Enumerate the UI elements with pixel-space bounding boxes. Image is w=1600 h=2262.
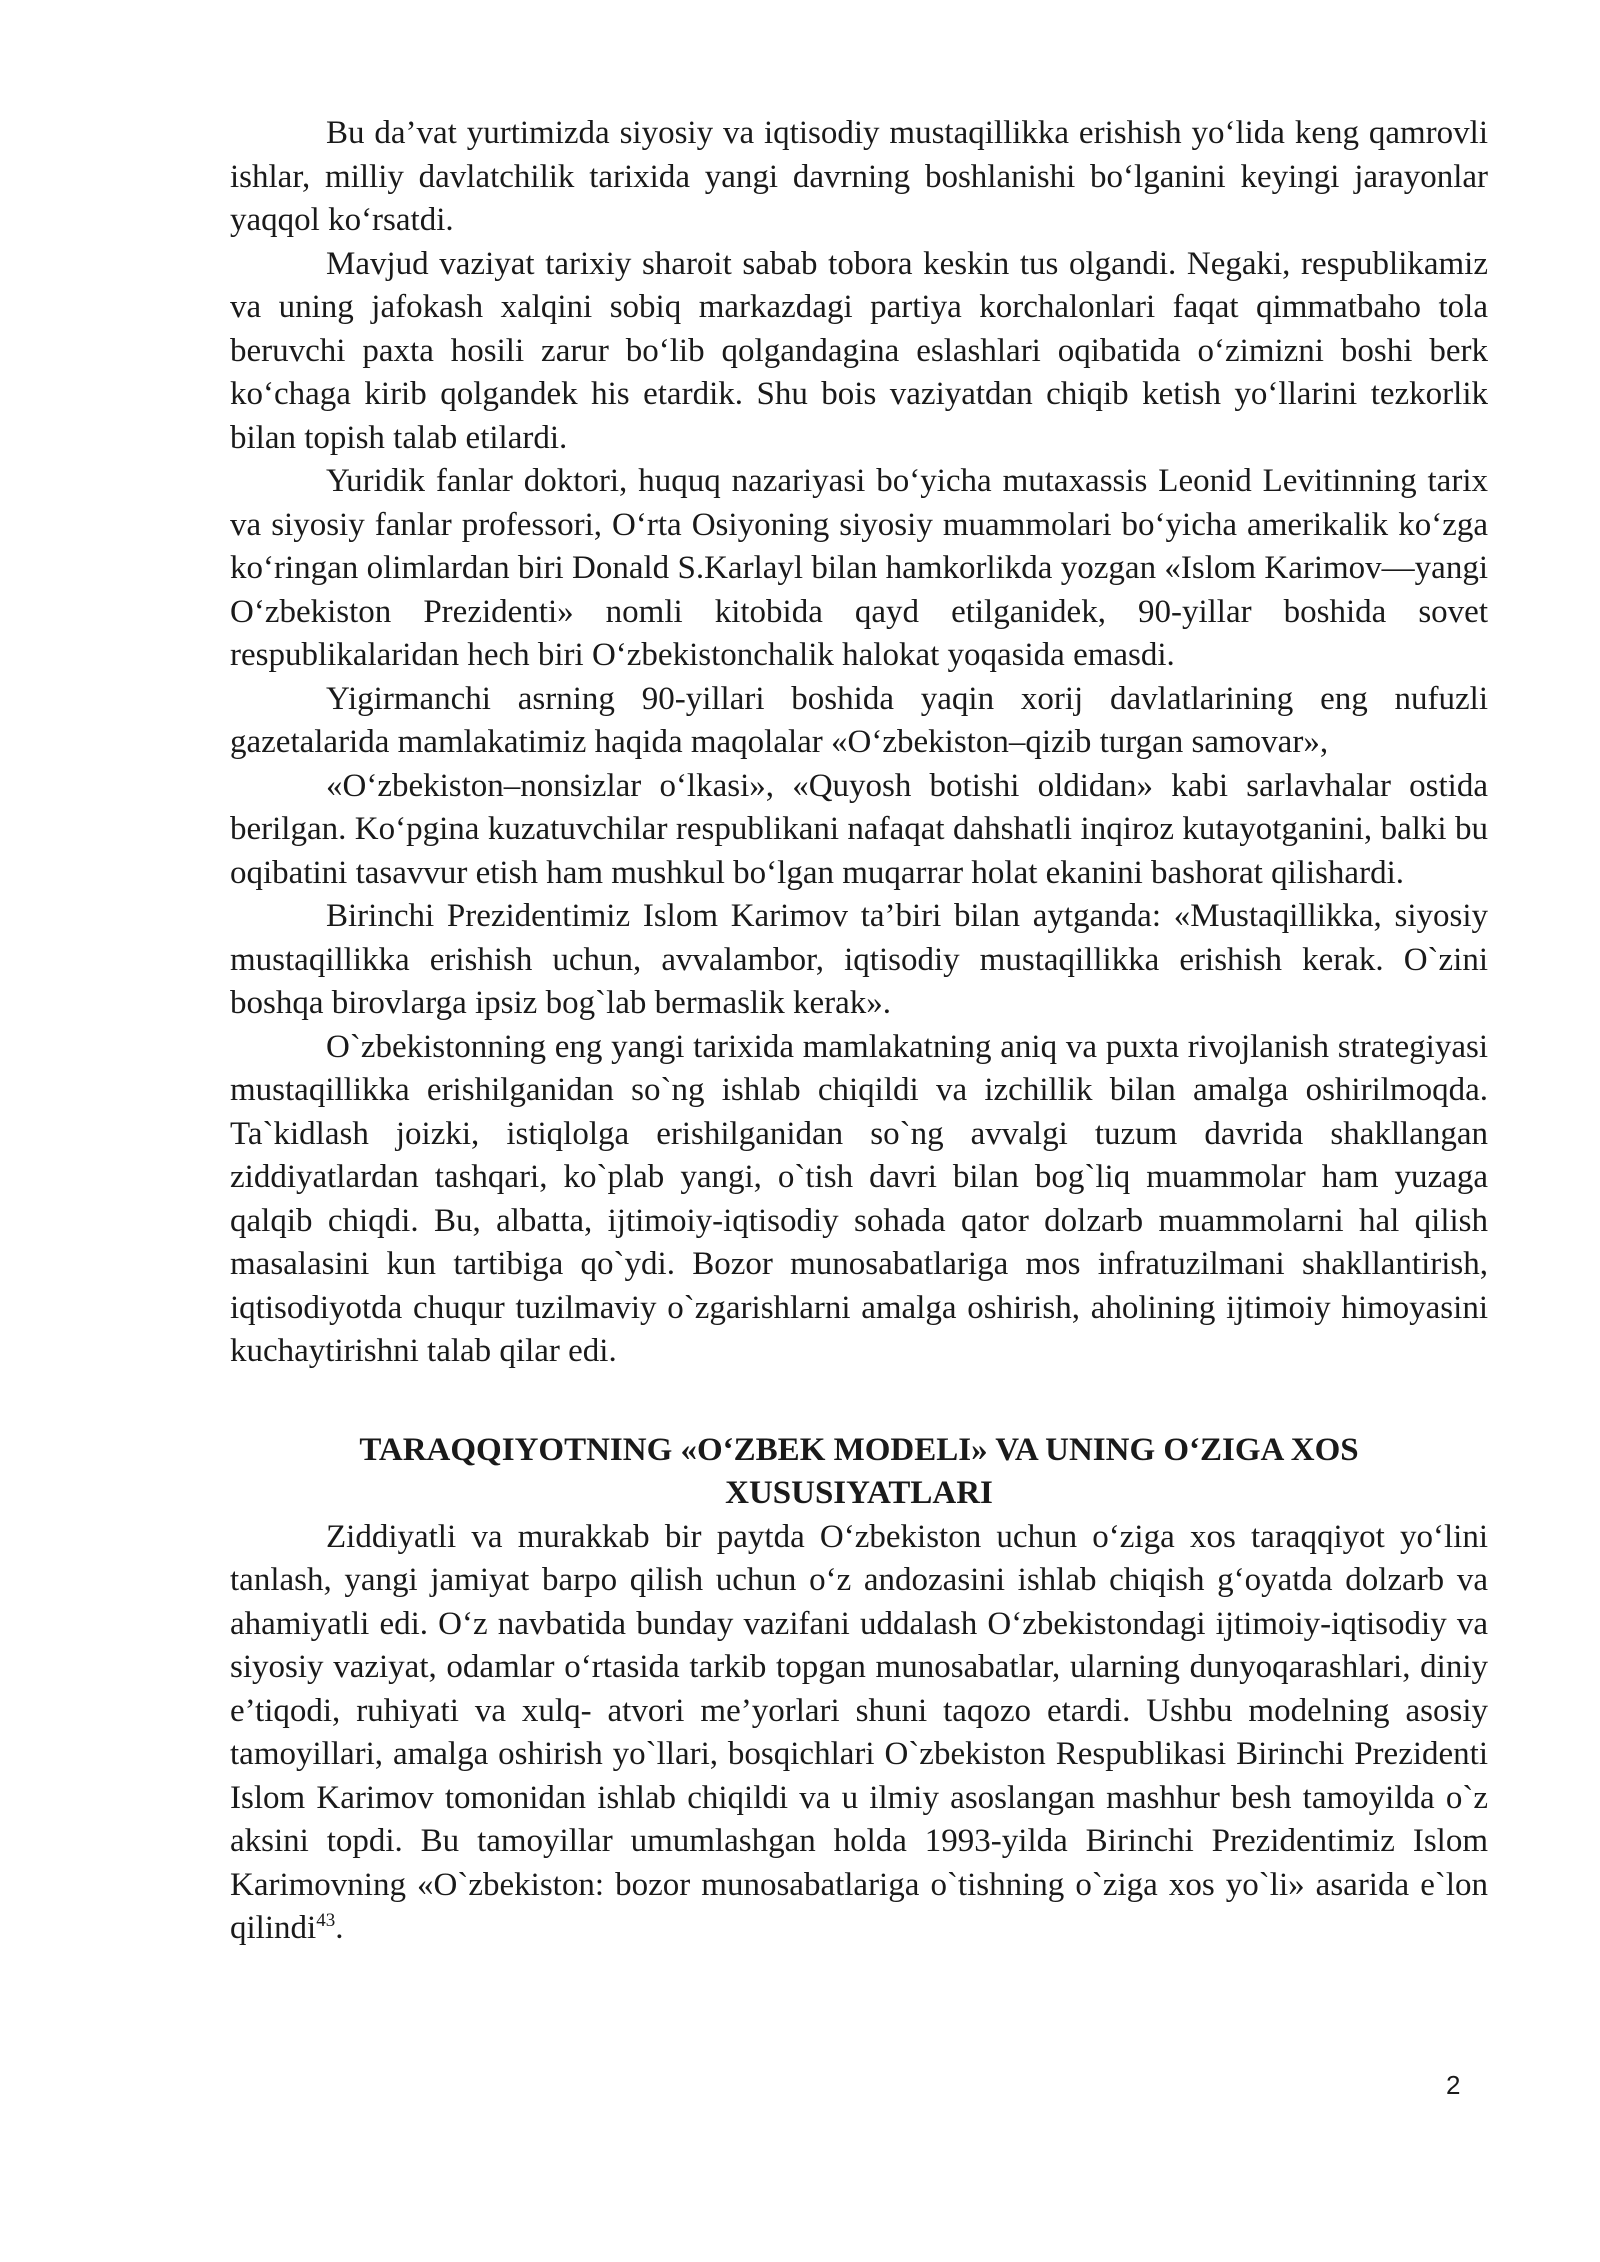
footnote-reference[interactable]: 43 xyxy=(316,1910,336,1931)
page-number: 2 xyxy=(1446,2070,1461,2100)
body-paragraph: Yuridik fanlar doktori, huquq nazariyasi bo‘yicha mutaxassis Leonid Levitinning tarix va siyosiy fanlar professori, O‘rta Osiyoning siyosiy muammolari bo‘yicha amerikalik ko‘zga ko‘ringan olimlardan biri Donald S.Karlayl bilan hamkorlikda yozgan «Islom Karimov—yangi O‘zbekiston Prezidenti» nomli kitobida qayd etilganidek, 90-yillar boshida sovet respublikalaridan hech biri O‘zbekistonchalik halokat yoqasida emasdi. xyxy=(230,463,1488,673)
body-paragraph: Mavjud vaziyat tarixiy sharoit sabab tobora keskin tus olgandi. Negaki, respublikamiz va uning jafokash xalqini sobiq markazdagi partiya korchalonlari faqat qimmatbaho tola beruvchi paxta hosili zarur bo‘lib qolgandagina eslashlari oqibatida o‘zimizni boshi berk ko‘chaga kirib qolgandek his etardik. Shu bois vaziyatdan chiqib ketish yo‘llarini tezkorlik bilan topish talab etilardi. xyxy=(230,245,1488,456)
paragraph-text: Ziddiyatli va murakkab bir paytda Oʻzbekiston uchun oʻziga xos taraqqiyot yoʻlini tanlash, yangi jamiyat barpo qilish uchun oʻz andozasini ishlab chiqish gʻoyatda dolzarb va ahamiyatli edi. Oʻz navbatida bunday vazifani uddalash Oʻzbekistondagi ijtimoiy-iqtisodiy va siyosiy vaziyat, odamlar oʻrtasida tarkib topgan munosabatlar, ularning dunyoqarashlari, diniy e’tiqodi, ruhiyati va xulq- atvori me’yorlari shuni taqozo etardi. Ushbu modelning asosiy tamoyillari, amalga oshirish yo`llari, bosqichlari O`zbekiston Respublikasi Birinchi Prezidenti Islom Karimov tomonidan ishlab chiqildi va u ilmiy asoslangan mashhur besh tamoyilda o`z aksini topdi. Bu tamoyillar umumlashgan holda 1993-yilda Birinchi Prezidentimiz Islom Karimovning «O`zbekiston: bozor munosabatlariga o`tishning o`ziga xos yo`li» asarida e`lon qilindi xyxy=(230,1518,1488,1946)
body-paragraph: «O‘zbekiston–nonsizlar o‘lkasi», «Quyosh botishi oldidan» kabi sarlavhalar ostida berilgan. Ko‘pgina kuzatuvchilar respublikani nafaqat dahshatli inqiroz kutayotganini, balki bu oqibatini tasavvur etish ham mushkul bo‘lgan muqarrar holat ekanini bashorat qilishardi. xyxy=(230,767,1488,891)
paragraph-trailing-punctuation: . xyxy=(335,1910,344,1946)
body-paragraph: Bu da’vat yurtimizda siyosiy va iqtisodiy mustaqillikka erishish yo‘lida keng qamrovli ishlar, milliy davlatchilik tarixida yangi davrning boshlanishi bo‘lganini keyingi jarayonlar yaqqol ko‘rsatdi. xyxy=(230,115,1488,238)
document-page xyxy=(230,112,1488,1951)
body-paragraph: Yigirmanchi asrning 90-yillari boshida yaqin xorij davlatlarining eng nufuzli gazetalarida mamlakatimiz haqida maqolalar «O‘zbekiston–qizib turgan samovar», xyxy=(230,680,1488,760)
section-heading: TARAQQIYOTNING «O‘ZBEK MODELI» VA UNING O‘ZIGA XOS XUSUSIYATLARI xyxy=(359,1431,1359,1511)
body-paragraph: O`zbekistonning eng yangi tarixida mamlakatning aniq va puxta rivojlanish strategiyasi mustaqillikka erishilganidan so`ng ishlab chiqildi va izchillik bilan amalga oshirilmoqda. Ta`kidlash joizki, istiqlolga erishilganidan so`ng avvalgi tuzum davrida shakllangan ziddiyatlardan tashqari, ko`plab yangi, o`tish davri bilan bog`liq muammolar ham yuzaga qalqib chiqdi. Bu, albatta, ijtimoiy-iqtisodiy sohada qator dolzarb muammolarni hal qilish masalasini kun tartibiga qo`ydi. Bozor munosabatlariga mos infratuzilmani shakllantirish, iqtisodiyotda chuqur tuzilmaviy o`zgarishlarni amalga oshirish, aholining ijtimoiy himoyasini kuchaytirishni talab qilar edi. xyxy=(230,1028,1488,1369)
body-paragraph: Birinchi Prezidentimiz Islom Karimov ta’biri bilan aytganda: «Mustaqillikka, siyosiy mustaqillikka erishish uchun, avvalambor, iqtisodiy mustaqillikka erishish kerak. O`zini boshqa birovlarga ipsiz bog`lab bermaslik kerak». xyxy=(230,898,1488,1021)
body-paragraph-with-footnote xyxy=(230,1516,1488,1951)
